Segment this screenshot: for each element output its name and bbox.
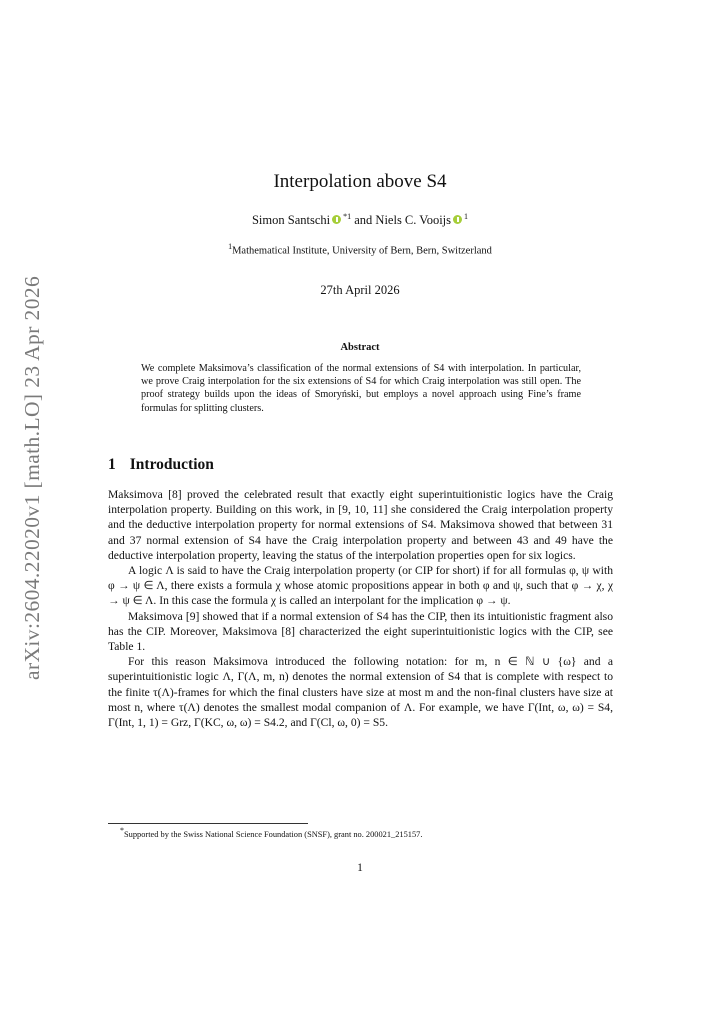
- orcid-icon[interactable]: [453, 215, 462, 224]
- footnote-text: Supported by the Swiss National Science Foundation (SNSF), grant no. 200021_215157.: [124, 829, 423, 839]
- author-name: Simon Santschi: [251, 213, 331, 228]
- arxiv-identifier: arXiv:2604.22020v1 [math.LO] 23 Apr 2026: [20, 275, 44, 680]
- affiliation-mark: 1: [228, 242, 233, 251]
- footnote: [120, 826, 422, 839]
- footnote-rule: [108, 823, 308, 824]
- author-line: [0, 212, 720, 228]
- author-name: Niels C. Vooijs: [375, 213, 452, 228]
- affiliation-text: Mathematical Institute, University of Bern, Bern, Switzerland: [232, 245, 492, 257]
- paragraph: Maksimova [8] proved the celebrated result that exactly eight superintuitionistic logics have the Craig interpolation property. Building on this work, in [9, 10, 11] she considered the Craig interpolation property and the deductive interpolation property for normal extensions of S4. Maksimova showed that between 31 and 37 normal extension of S4 have the Craig interpolation property and between 43 and 49 have the deductive interpolation property, leaving the status of the interpolation properties open for six logics.: [108, 488, 613, 562]
- section-heading: [108, 456, 214, 474]
- author-conjunction: and: [354, 213, 373, 228]
- author-marks: *1: [343, 212, 352, 221]
- page-number: 1: [357, 862, 363, 874]
- footnote-mark: *: [120, 826, 124, 835]
- paragraph: For this reason Maksimova introduced the following notation: for m, n ∈ ℕ ∪ {ω} and a superintuitionistic logic Λ, Γ(Λ, m, n) denotes the normal extension of S4 that is complete with respect to the finite τ(Λ)-frames for which the final clusters have size at most m and the non-final clusters have size at most n, where τ(Λ) denotes the smallest modal companion of Λ. For example, we have Γ(Int, ω, ω) = S4, Γ(Int, 1, 1) = Grz, Γ(KC, ω, ω) = S4.2, and Γ(Cl, ω, 0) = S5.: [108, 655, 613, 730]
- paragraph: Maksimova [9] showed that if a normal extension of S4 has the CIP, then its intuitionistic fragment also has the CIP. Moreover, Maksimova [8] characterized the eight superintuitionistic logics with the CIP, see Table 1.: [108, 609, 613, 654]
- paper-title: Interpolation above S4: [273, 171, 447, 192]
- paper-date: 27th April 2026: [320, 283, 400, 297]
- orcid-icon[interactable]: [332, 215, 341, 224]
- section-body: [108, 487, 613, 730]
- section-number: 1: [108, 456, 116, 473]
- section-title: Introduction: [129, 456, 214, 473]
- affiliation: [0, 242, 720, 257]
- abstract-text: We complete Maksimova’s classification of the normal extensions of S4 with interpolation. In particular, we prove Craig interpolation for the six extensions of S4 for which Craig interpolation was still open. The proof strategy builds upon the ideas of Smoryński, but employs a novel approach using Fine’s frame formulas for splitting clusters.: [141, 363, 581, 414]
- author-marks: 1: [464, 212, 469, 221]
- abstract-heading: Abstract: [340, 342, 380, 353]
- paragraph: A logic Λ is said to have the Craig interpolation property (or CIP for short) if for all formulas φ, ψ with φ → ψ ∈ Λ, there exists a formula χ whose atomic propositions appear in both φ and ψ, such that φ → χ, χ → ψ ∈ Λ. In this case the formula χ is called an interpolant for the implication φ → ψ.: [108, 564, 613, 608]
